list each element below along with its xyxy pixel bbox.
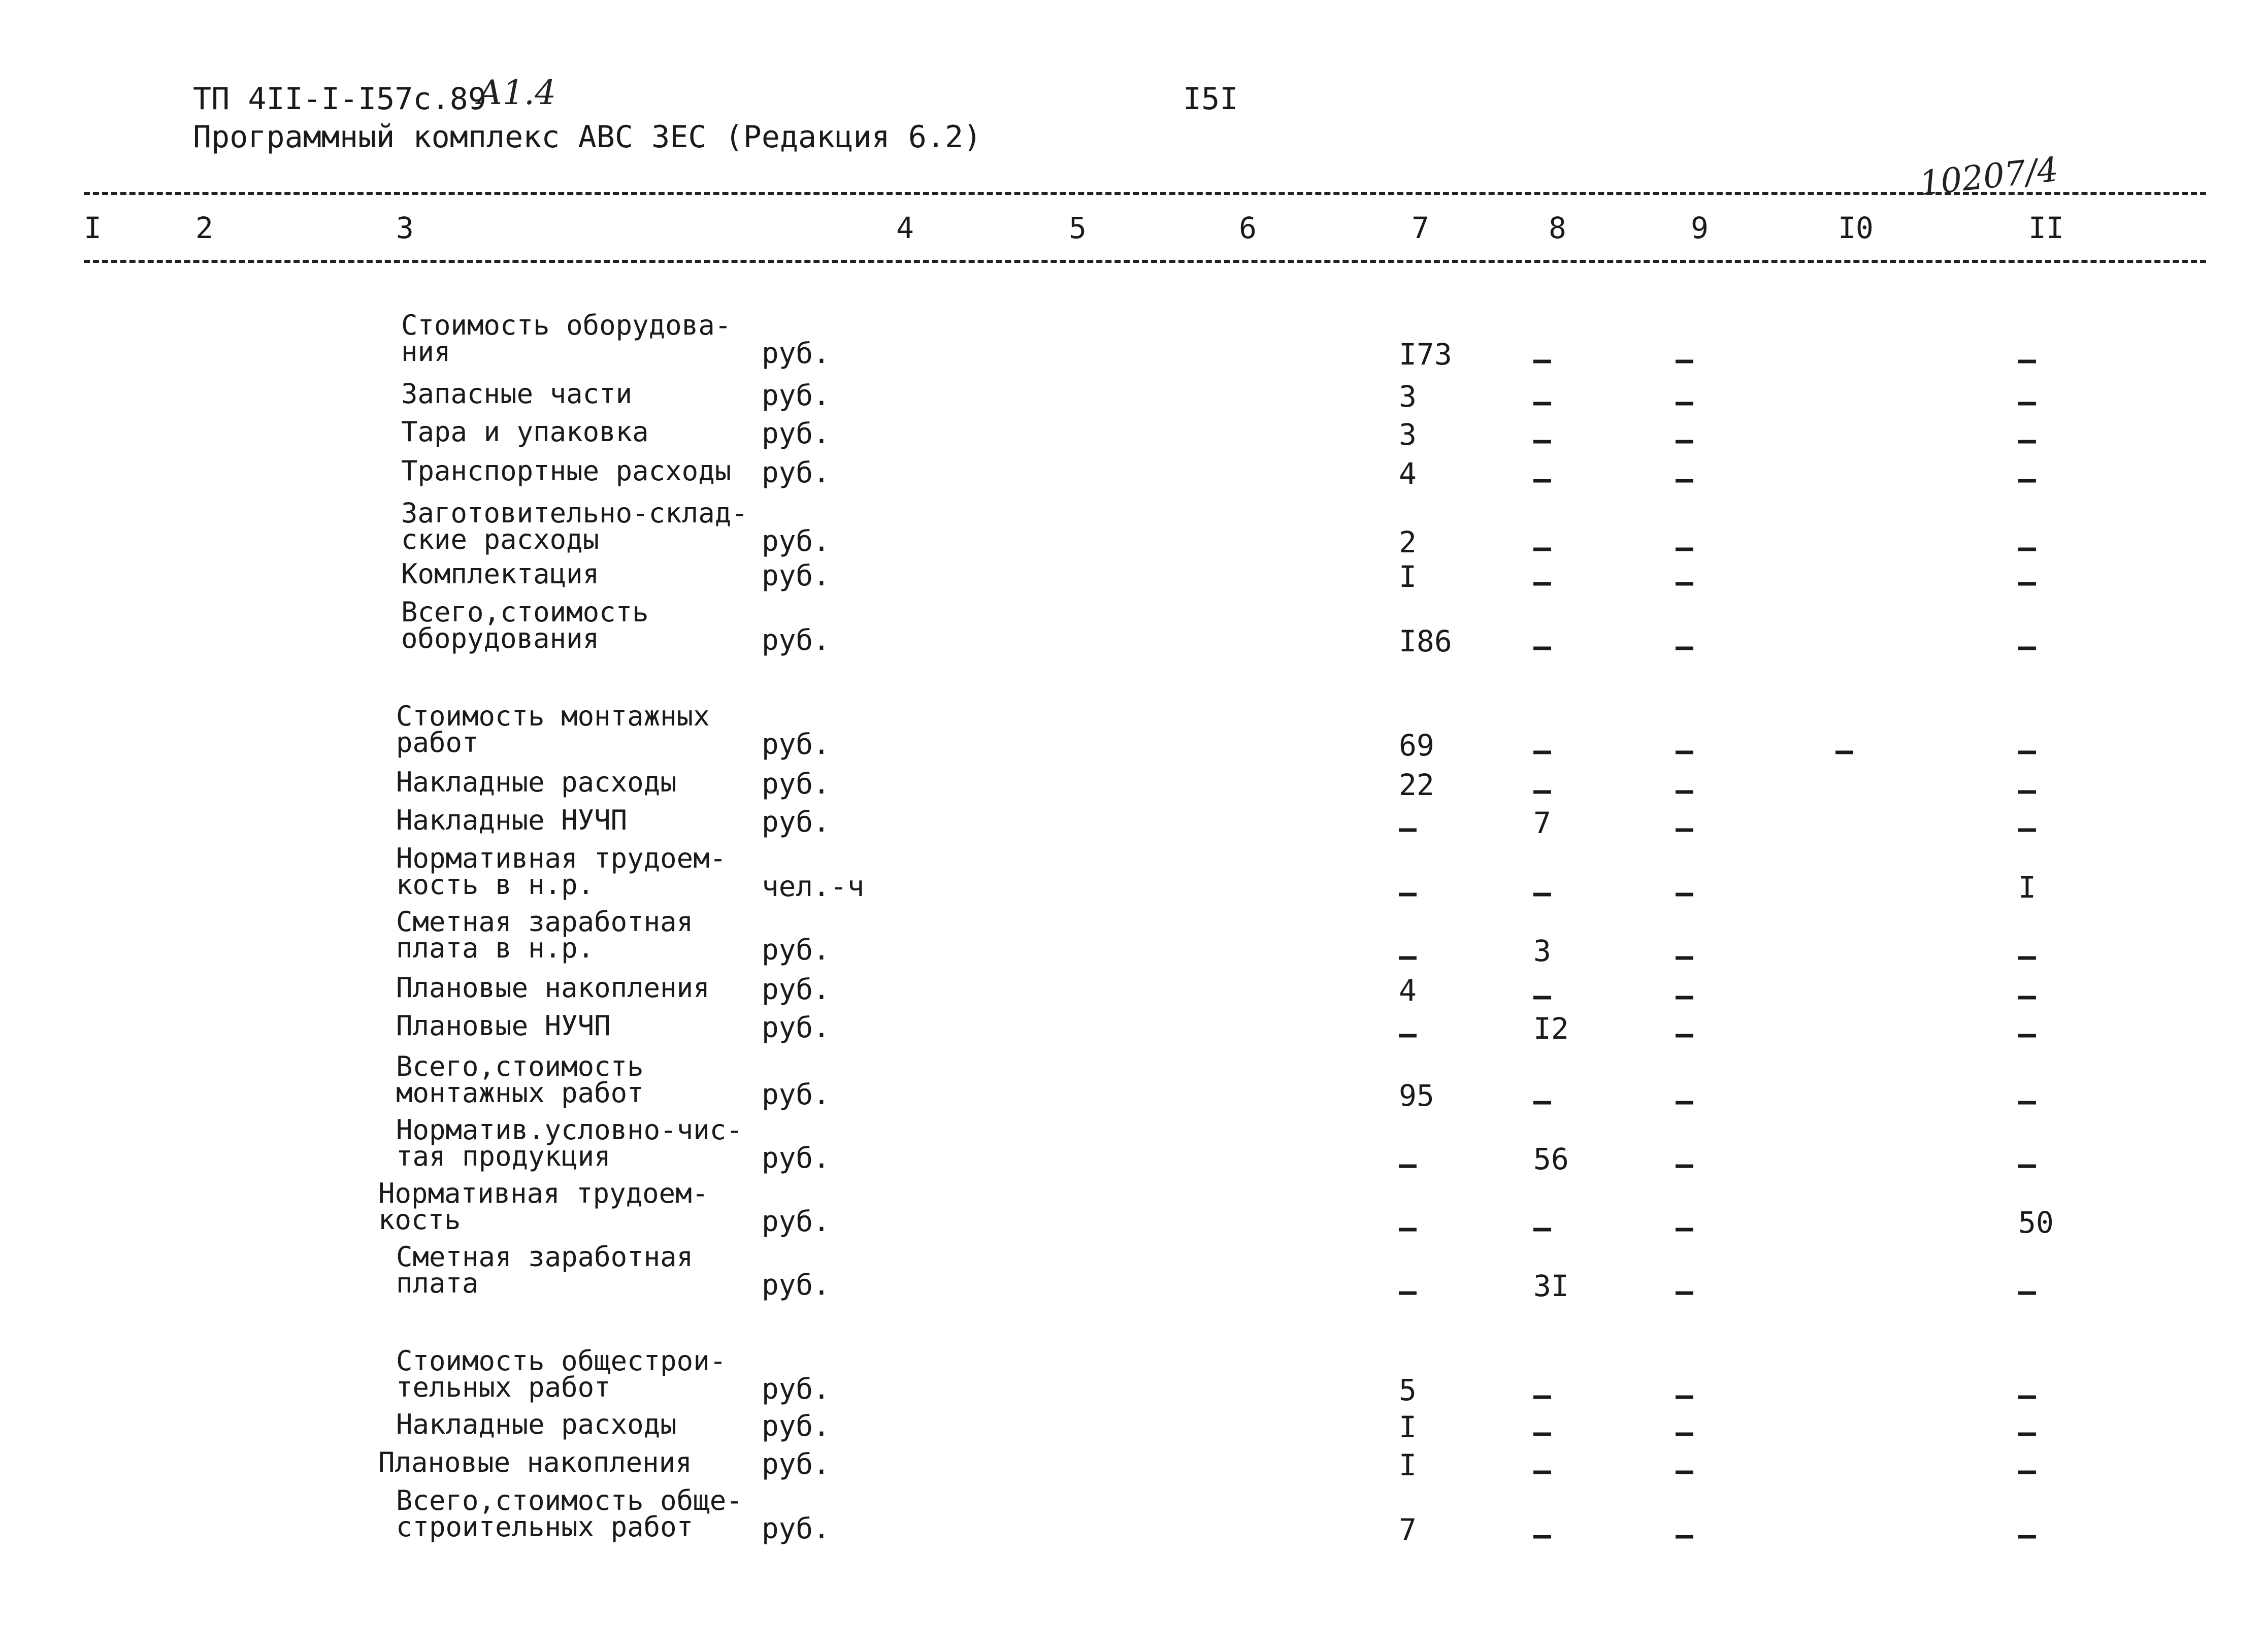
- row-unit: руб.: [762, 417, 830, 450]
- row-unit: руб.: [762, 1373, 830, 1406]
- cell-c9: –: [1676, 875, 1693, 910]
- cell-c11: I: [2018, 870, 2036, 905]
- column-header: 8: [1549, 211, 1566, 245]
- cell-c8: –: [1533, 1083, 1551, 1118]
- cell-c11: –: [2018, 342, 2036, 377]
- cell-c8: –: [1533, 1210, 1551, 1245]
- row-label: Стоимость общестрои- тельных работ: [396, 1345, 727, 1403]
- column-header: 7: [1412, 211, 1429, 245]
- cell-c8: –: [1533, 1415, 1551, 1449]
- row-label: Норматив.условно-чис- тая продукция: [396, 1114, 743, 1172]
- row-unit: руб.: [762, 1512, 830, 1545]
- cell-c7: 7: [1399, 1512, 1417, 1547]
- cell-c11: –: [2018, 422, 2036, 457]
- handwritten-mark: А1.4: [477, 73, 556, 112]
- row-label: Комплектация: [401, 558, 600, 590]
- cell-c8: –: [1533, 1453, 1551, 1488]
- row-unit: руб.: [762, 1410, 830, 1443]
- cell-c7: 4: [1399, 456, 1417, 491]
- cell-c8: 56: [1533, 1142, 1569, 1176]
- cell-c7: I: [1399, 559, 1417, 594]
- cell-c8: –: [1533, 461, 1551, 496]
- cell-c8: –: [1533, 875, 1551, 910]
- row-label: Запасные части: [401, 378, 633, 410]
- cell-c11: –: [2018, 1517, 2036, 1552]
- handwritten-reference: 10207/4: [1917, 149, 2060, 204]
- row-label: Нормативная трудоем- кость в н.р.: [396, 842, 727, 901]
- cell-c7: –: [1399, 939, 1417, 973]
- cell-c11: –: [2018, 384, 2036, 419]
- cell-c7: –: [1399, 875, 1417, 910]
- cell-c11: –: [2018, 939, 2036, 973]
- row-unit: руб.: [762, 379, 830, 412]
- row-label: Стоимость монтажных работ: [396, 700, 710, 758]
- cell-c7: I: [1399, 1448, 1417, 1482]
- cell-c8: –: [1533, 565, 1551, 599]
- cell-c7: I73: [1399, 337, 1452, 372]
- bottom-dashed-rule: [84, 260, 2206, 263]
- column-header: 2: [195, 211, 213, 245]
- row-unit: руб.: [762, 624, 830, 657]
- row-label: Плановые накопления: [396, 972, 710, 1004]
- top-dashed-rule: [84, 192, 2206, 195]
- row-label: Нормативная трудоем- кость: [378, 1177, 709, 1236]
- cell-c9: –: [1676, 384, 1693, 419]
- cell-c9: –: [1676, 530, 1693, 565]
- row-unit: руб.: [762, 728, 830, 761]
- column-header: 5: [1069, 211, 1087, 245]
- column-header: II: [2028, 211, 2064, 245]
- column-header: I: [84, 211, 102, 245]
- cell-c11: –: [2018, 811, 2036, 845]
- cell-c11: –: [2018, 978, 2036, 1013]
- column-header: 9: [1691, 211, 1709, 245]
- cell-c11: –: [2018, 733, 2036, 768]
- cell-c11: –: [2018, 629, 2036, 664]
- row-label: Всего,стоимость оборудования: [401, 596, 649, 654]
- row-label: Стоимость оборудова- ния: [401, 309, 732, 368]
- row-unit: руб.: [762, 1269, 830, 1302]
- row-unit: руб.: [762, 973, 830, 1006]
- row-unit: руб.: [762, 1142, 830, 1175]
- cell-c9: –: [1676, 1016, 1693, 1051]
- cell-c8: –: [1533, 1378, 1551, 1412]
- cell-c9: –: [1676, 422, 1693, 457]
- row-unit: руб.: [762, 559, 830, 592]
- program-title: Программный комплекс АВС 3ЕС (Редакция 6.2): [193, 119, 982, 155]
- cell-c10: –: [1835, 733, 1853, 768]
- column-header: 4: [896, 211, 914, 245]
- row-label: Плановые накопления: [378, 1446, 692, 1478]
- cell-c7: –: [1399, 1274, 1417, 1308]
- cell-c8: –: [1533, 530, 1551, 565]
- row-label: Транспортные расходы: [401, 455, 732, 487]
- cell-c7: 2: [1399, 525, 1417, 559]
- cell-c8: I2: [1533, 1011, 1569, 1046]
- cell-c8: –: [1533, 629, 1551, 664]
- row-unit: руб.: [762, 934, 830, 967]
- cell-c9: –: [1676, 733, 1693, 768]
- row-unit: чел.-ч: [762, 870, 865, 903]
- cell-c11: –: [2018, 1147, 2036, 1181]
- row-unit: руб.: [762, 1011, 830, 1044]
- cell-c7: 69: [1399, 728, 1434, 763]
- cell-c9: –: [1676, 565, 1693, 599]
- column-header: 6: [1239, 211, 1257, 245]
- cell-c9: –: [1676, 811, 1693, 845]
- row-label: Накладные НУЧП: [396, 804, 628, 836]
- cell-c7: I: [1399, 1410, 1417, 1444]
- cell-c9: –: [1676, 461, 1693, 496]
- document-code: ТП 4II-I-I57с.89: [193, 81, 486, 117]
- cell-c9: –: [1676, 939, 1693, 973]
- row-label: Тара и упаковка: [401, 416, 649, 448]
- cell-c7: 5: [1399, 1373, 1417, 1407]
- cell-c11: 50: [2018, 1205, 2054, 1240]
- cell-c7: –: [1399, 1210, 1417, 1245]
- cell-c11: –: [2018, 773, 2036, 807]
- row-label: Сметная заработная плата в н.р.: [396, 906, 694, 964]
- cell-c11: –: [2018, 1415, 2036, 1449]
- row-label: Всего,стоимость обще- строительных работ: [396, 1484, 743, 1543]
- row-unit: руб.: [762, 1078, 830, 1111]
- cell-c7: 3: [1399, 379, 1417, 414]
- cell-c9: –: [1676, 773, 1693, 807]
- row-label: Накладные расходы: [396, 766, 677, 798]
- cell-c9: –: [1676, 1378, 1693, 1412]
- cell-c9: –: [1676, 1453, 1693, 1488]
- row-unit: руб.: [762, 1448, 830, 1481]
- cell-c9: –: [1676, 1147, 1693, 1181]
- cell-c7: –: [1399, 1016, 1417, 1051]
- row-label: Накладные расходы: [396, 1408, 677, 1440]
- cell-c8: 7: [1533, 806, 1551, 840]
- cell-c9: –: [1676, 342, 1693, 377]
- cell-c11: –: [2018, 1378, 2036, 1412]
- cell-c9: –: [1676, 1415, 1693, 1449]
- cell-c8: –: [1533, 422, 1551, 457]
- cell-c8: –: [1533, 773, 1551, 807]
- cell-c9: –: [1676, 1517, 1693, 1552]
- cell-c9: –: [1676, 1083, 1693, 1118]
- cell-c11: –: [2018, 461, 2036, 496]
- row-label: Заготовительно-склад- ские расходы: [401, 497, 748, 555]
- row-unit: руб.: [762, 525, 830, 558]
- row-label: Сметная заработная плата: [396, 1241, 694, 1299]
- cell-c9: –: [1676, 978, 1693, 1013]
- row-unit: руб.: [762, 1205, 830, 1238]
- cell-c11: –: [2018, 1453, 2036, 1488]
- cell-c9: –: [1676, 1274, 1693, 1308]
- row-label: Плановые НУЧП: [396, 1010, 611, 1042]
- cell-c9: –: [1676, 1210, 1693, 1245]
- row-unit: руб.: [762, 456, 830, 489]
- column-header: I0: [1838, 211, 1874, 245]
- cell-c8: –: [1533, 342, 1551, 377]
- cell-c7: 4: [1399, 973, 1417, 1008]
- row-unit: руб.: [762, 768, 830, 801]
- cell-c11: –: [2018, 1016, 2036, 1051]
- cell-c8: –: [1533, 384, 1551, 419]
- page-number: I5I: [1183, 81, 1238, 117]
- column-header: 3: [396, 211, 414, 245]
- cell-c8: –: [1533, 1517, 1551, 1552]
- cell-c8: 3: [1533, 934, 1551, 968]
- cell-c11: –: [2018, 565, 2036, 599]
- cell-c8: 3I: [1533, 1269, 1569, 1303]
- row-unit: руб.: [762, 806, 830, 839]
- cell-c7: I86: [1399, 624, 1452, 658]
- cell-c7: 95: [1399, 1078, 1434, 1113]
- cell-c9: –: [1676, 629, 1693, 664]
- cell-c11: –: [2018, 530, 2036, 565]
- row-label: Всего,стоимость монтажных работ: [396, 1050, 644, 1109]
- cell-c7: –: [1399, 811, 1417, 845]
- cell-c11: –: [2018, 1274, 2036, 1308]
- cell-c11: –: [2018, 1083, 2036, 1118]
- cell-c7: –: [1399, 1147, 1417, 1181]
- cell-c7: 22: [1399, 768, 1434, 802]
- cell-c8: –: [1533, 978, 1551, 1013]
- cell-c7: 3: [1399, 417, 1417, 452]
- row-unit: руб.: [762, 337, 830, 370]
- cell-c8: –: [1533, 733, 1551, 768]
